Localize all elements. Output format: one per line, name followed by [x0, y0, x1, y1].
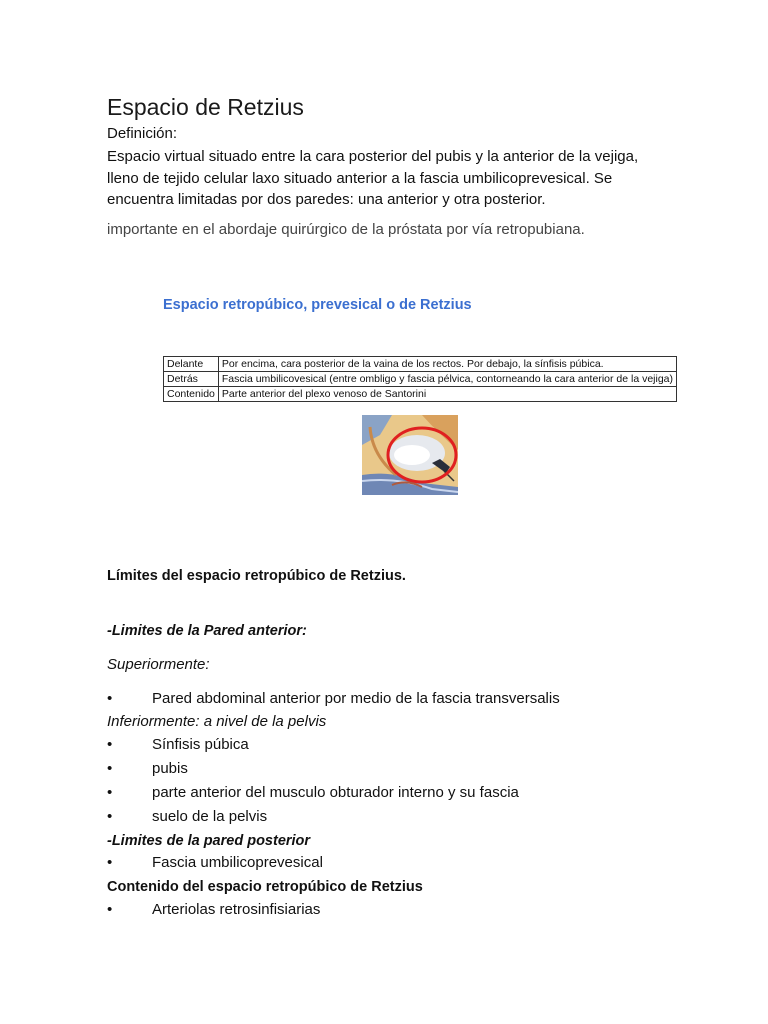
inferiorly-label: Inferiormente: a nivel de la pelvis	[107, 713, 327, 730]
table-row	[164, 357, 677, 372]
list-item-text: pubis	[152, 760, 188, 777]
list-item-text: Pared abdominal anterior por medio de la fascia transversalis	[152, 690, 560, 707]
definition-line: encuentra limitadas por dos paredes: una anterior y otra posterior.	[107, 191, 546, 208]
definition-line: Espacio virtual situado entre la cara posterior del pubis y la anterior de la vejiga,	[107, 148, 639, 165]
clinical-note: importante en el abordaje quirúrgico de la próstata por vía retropubiana.	[107, 221, 585, 238]
bullet-glyph: •	[107, 854, 113, 871]
list-item-text: parte anterior del musculo obturador interno y su fascia	[152, 784, 519, 801]
table-cell-value: Parte anterior del plexo venoso de Santorini	[218, 387, 676, 402]
definition-line: lleno de tejido celular laxo situado anterior a la fascia umbilicoprevesical. Se	[107, 169, 613, 187]
table-row	[164, 387, 677, 402]
bullet-glyph: •	[107, 808, 113, 825]
bullet-glyph: •	[107, 690, 113, 707]
table-cell-label: Delante	[164, 357, 219, 372]
table-cell-label: Detrás	[164, 372, 219, 387]
bullet-glyph: •	[107, 736, 113, 753]
definition-paragraph	[107, 146, 667, 211]
posterior-wall-heading: -Limites de la pared posterior	[107, 833, 311, 849]
table-row	[164, 372, 677, 387]
limits-heading: Límites del espacio retropúbico de Retzius.	[107, 568, 406, 584]
figure-title: Espacio retropúbico, prevesical o de Retzius	[163, 297, 472, 313]
superiorly-label: Superiormente:	[107, 656, 210, 673]
page-title: Espacio de Retzius	[107, 94, 304, 120]
bullet-glyph: •	[107, 784, 113, 801]
list-item-text: Arteriolas retrosinfisiarias	[152, 901, 321, 918]
anterior-wall-heading: -Limites de la Pared anterior:	[107, 623, 307, 639]
table-cell-value: Por encima, cara posterior de la vaina de los rectos. Por debajo, la sínfisis púbica.	[218, 357, 676, 372]
content-heading: Contenido del espacio retropúbico de Retzius	[107, 879, 423, 895]
table-cell-value: Fascia umbilicovesical (entre ombligo y fascia pélvica, contorneando la cara anterior de la vejiga)	[218, 372, 676, 387]
bullet-glyph: •	[107, 760, 113, 777]
list-item-text: Sínfisis púbica	[152, 736, 249, 753]
definition-label: Definición:	[107, 125, 178, 142]
anatomy-illustration	[362, 415, 458, 495]
list-item-text: Fascia umbilicoprevesical	[152, 854, 323, 871]
figure-table	[163, 356, 677, 402]
bullet-glyph: •	[107, 901, 113, 918]
list-item-text: suelo de la pelvis	[152, 808, 268, 825]
table-cell-label: Contenido	[164, 387, 219, 402]
